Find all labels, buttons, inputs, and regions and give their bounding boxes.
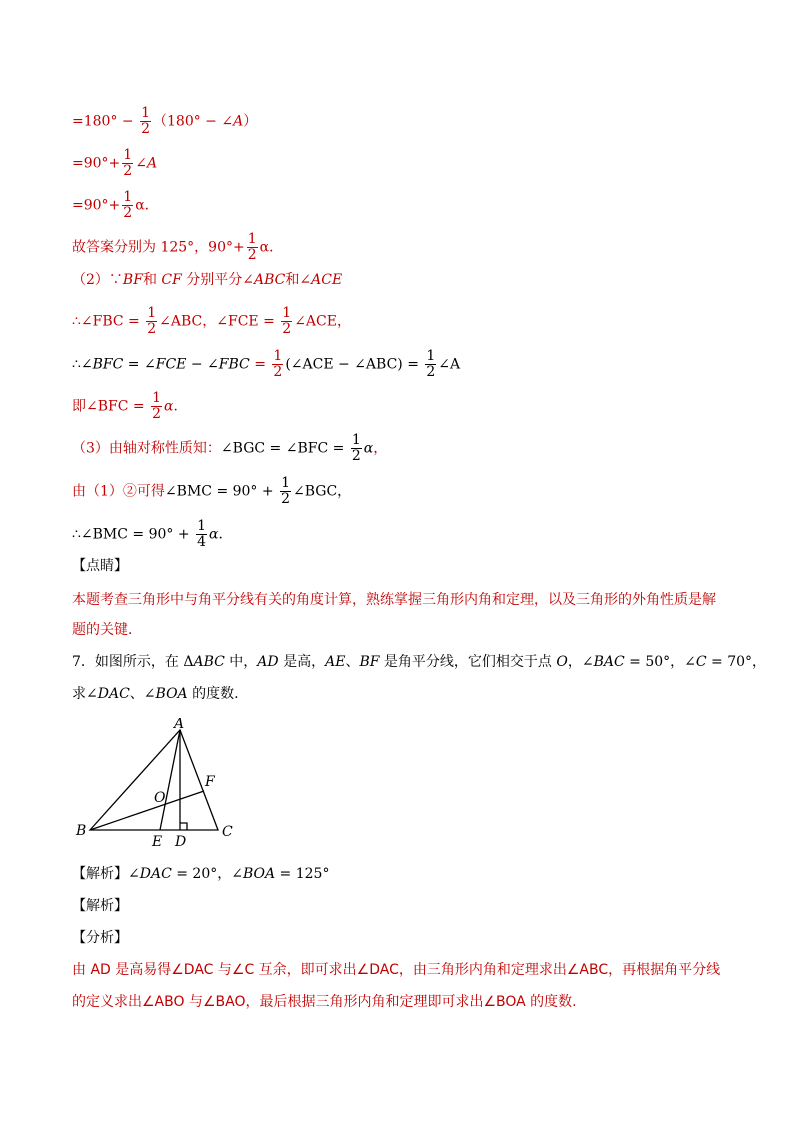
numerator: 1: [123, 147, 133, 163]
fraction: [280, 476, 291, 507]
variable: ABC: [193, 654, 225, 670]
denominator: 2: [152, 406, 161, 422]
denominator: 4: [197, 534, 206, 550]
summary-line-1: 本题考查三角形中与角平分线有关的角度计算，熟练掌握三角形内角和定理，以及三角形的外角性质是解: [72, 592, 716, 608]
text: =: [249, 356, 271, 373]
right-angle-mark: [180, 823, 187, 830]
denominator: 2: [351, 448, 361, 464]
variable: α: [164, 398, 174, 415]
variable: O: [556, 654, 568, 670]
text: = 70°，: [706, 654, 767, 670]
variable: α: [363, 440, 374, 457]
text: 分别平分∠: [181, 272, 255, 288]
triangle-abc: [90, 730, 218, 830]
jiexi-heading: 【解析】: [72, 898, 128, 914]
numerator: 1: [426, 348, 436, 364]
text: ．: [173, 398, 188, 415]
text: = 20°，∠: [171, 866, 243, 882]
label-a: A: [174, 718, 185, 732]
numerator: 1: [281, 475, 290, 491]
answer-summary-line: [72, 232, 283, 263]
text: =180° −: [72, 113, 139, 130]
numerator: 1: [351, 432, 361, 448]
text: （2）∵: [72, 272, 123, 288]
formula-line-2: [72, 148, 157, 179]
text: 中，: [224, 654, 258, 670]
fraction: [281, 306, 292, 337]
fraction: [425, 349, 436, 380]
label-d: D: [175, 834, 187, 850]
variable: FCE: [155, 356, 187, 373]
label-e: E: [152, 834, 163, 850]
numerator: 1: [197, 518, 206, 534]
text: ∠A: [438, 356, 461, 373]
variable: ACE: [311, 272, 343, 288]
text: ∴∠: [72, 356, 93, 373]
variable: C: [695, 654, 707, 670]
text: ∠: [135, 155, 147, 172]
variable: DAC: [97, 686, 130, 702]
analysis-line-1: 由 AD 是高易得∠DAC 与∠C 互余，即可求出∠DAC，由三角形内角和定理求出∠ABC，再根据角平分线: [72, 962, 721, 978]
numerator: 1: [152, 390, 161, 406]
text: 、∠: [129, 686, 156, 702]
formula-line-11: [72, 519, 232, 550]
formula-line-8: [72, 391, 187, 422]
fraction: [146, 306, 157, 337]
text: = 125°: [275, 866, 330, 882]
summary-line-2: 题的关键．: [72, 622, 142, 638]
text: 的度数.: [187, 686, 239, 702]
question-7-line-2: [72, 684, 239, 704]
denominator: 2: [123, 163, 133, 179]
denominator: 2: [141, 121, 151, 137]
dianjing-heading: 【点睛】: [72, 558, 128, 574]
variable: CF: [161, 272, 182, 288]
text: 即∠BFC =: [72, 398, 150, 415]
variable: A: [233, 113, 244, 130]
numerator: 1: [123, 189, 133, 205]
segment-ae: [160, 730, 180, 830]
variable: BFC: [92, 356, 124, 373]
variable: BOA: [242, 866, 276, 882]
denominator: 2: [147, 321, 157, 337]
question-7-line-1: [72, 652, 766, 672]
variable: ABC: [254, 272, 286, 288]
text: ∠BMC = 90° +: [164, 483, 279, 500]
formula-line-1: [72, 106, 257, 137]
text: ，: [373, 440, 388, 457]
numerator: 1: [147, 305, 157, 321]
fraction: [140, 106, 151, 137]
denominator: 2: [281, 491, 290, 507]
text: ．: [218, 526, 233, 543]
variable: AE: [325, 654, 346, 670]
text: ∠BGC = ∠BFC =: [220, 440, 349, 457]
text: ∠ABC，∠FCE =: [159, 313, 280, 330]
text: ）: [243, 113, 258, 130]
fraction: [122, 148, 133, 179]
text: 是高，: [278, 654, 326, 670]
text: 求∠: [72, 686, 98, 702]
formula-line-10: [72, 476, 351, 507]
variable: DAC: [139, 866, 172, 882]
fraction: [196, 519, 207, 550]
fraction: [122, 190, 133, 221]
text: 和: [142, 272, 162, 288]
variable: α: [208, 526, 219, 543]
fraction: [151, 391, 162, 422]
variable: FBC: [218, 356, 250, 373]
text: =90°+: [72, 197, 121, 214]
text: 7．如图所示，在 Δ: [72, 654, 194, 670]
text: 是角平分线，它们相交于点: [379, 654, 557, 670]
numerator: 1: [141, 105, 151, 121]
denominator: 2: [123, 205, 133, 221]
part-2-statement: [72, 270, 342, 290]
variable: AD: [257, 654, 279, 670]
numerator: 1: [247, 231, 257, 247]
text: （3）由轴对称性质知：: [72, 440, 221, 457]
denominator: 2: [282, 321, 292, 337]
label-c: C: [222, 824, 233, 840]
variable: BOA: [155, 686, 188, 702]
text: = ∠: [123, 356, 156, 373]
text: = 50°，∠: [624, 654, 696, 670]
fraction: [272, 349, 283, 380]
numerator: 1: [273, 348, 283, 364]
fraction: [351, 433, 362, 464]
label-b: B: [76, 823, 87, 839]
denominator: 2: [247, 247, 257, 263]
triangle-figure: [72, 718, 242, 853]
text: ∠ACE，: [294, 313, 351, 330]
variable: A: [146, 155, 158, 172]
formula-line-7: [72, 349, 460, 380]
denominator: 2: [273, 364, 283, 380]
variable: BF: [359, 654, 380, 670]
part-3-line: [72, 433, 387, 464]
analysis-line-2: 的定义求出∠ABO 与∠BAO，最后根据三角形内角和定理即可求出∠BOA 的度数.: [72, 994, 577, 1010]
text: − ∠: [186, 356, 219, 373]
text: α．: [135, 197, 159, 214]
text: ∴∠FBC =: [72, 313, 145, 330]
formula-line-6: [72, 306, 351, 337]
formula-line-3: [72, 190, 159, 221]
text: 故答案分别为 125°，90°+: [72, 239, 245, 256]
text: 、: [345, 654, 360, 670]
text: ∠BGC，: [293, 483, 352, 500]
text: 由（1）②可得: [72, 483, 165, 500]
answer-tag: 【解析】: [72, 866, 128, 882]
text: （180° − ∠: [153, 113, 234, 130]
text: α．: [259, 239, 284, 256]
text: ∠: [128, 866, 140, 882]
label-o: O: [154, 790, 166, 806]
denominator: 2: [426, 364, 436, 380]
text: ∴∠BMC = 90° +: [72, 526, 195, 543]
text: ，∠: [567, 654, 594, 670]
label-f: F: [205, 774, 215, 790]
text: 和∠: [285, 272, 312, 288]
numerator: 1: [282, 305, 292, 321]
fenxi-heading: 【分析】: [72, 930, 128, 946]
variable: BAC: [593, 654, 625, 670]
text: =90°+: [72, 155, 121, 172]
answer-line: [72, 864, 329, 884]
variable: BF: [122, 272, 143, 288]
fraction: [247, 232, 258, 263]
text: (∠ACE − ∠ABC) =: [285, 356, 424, 373]
